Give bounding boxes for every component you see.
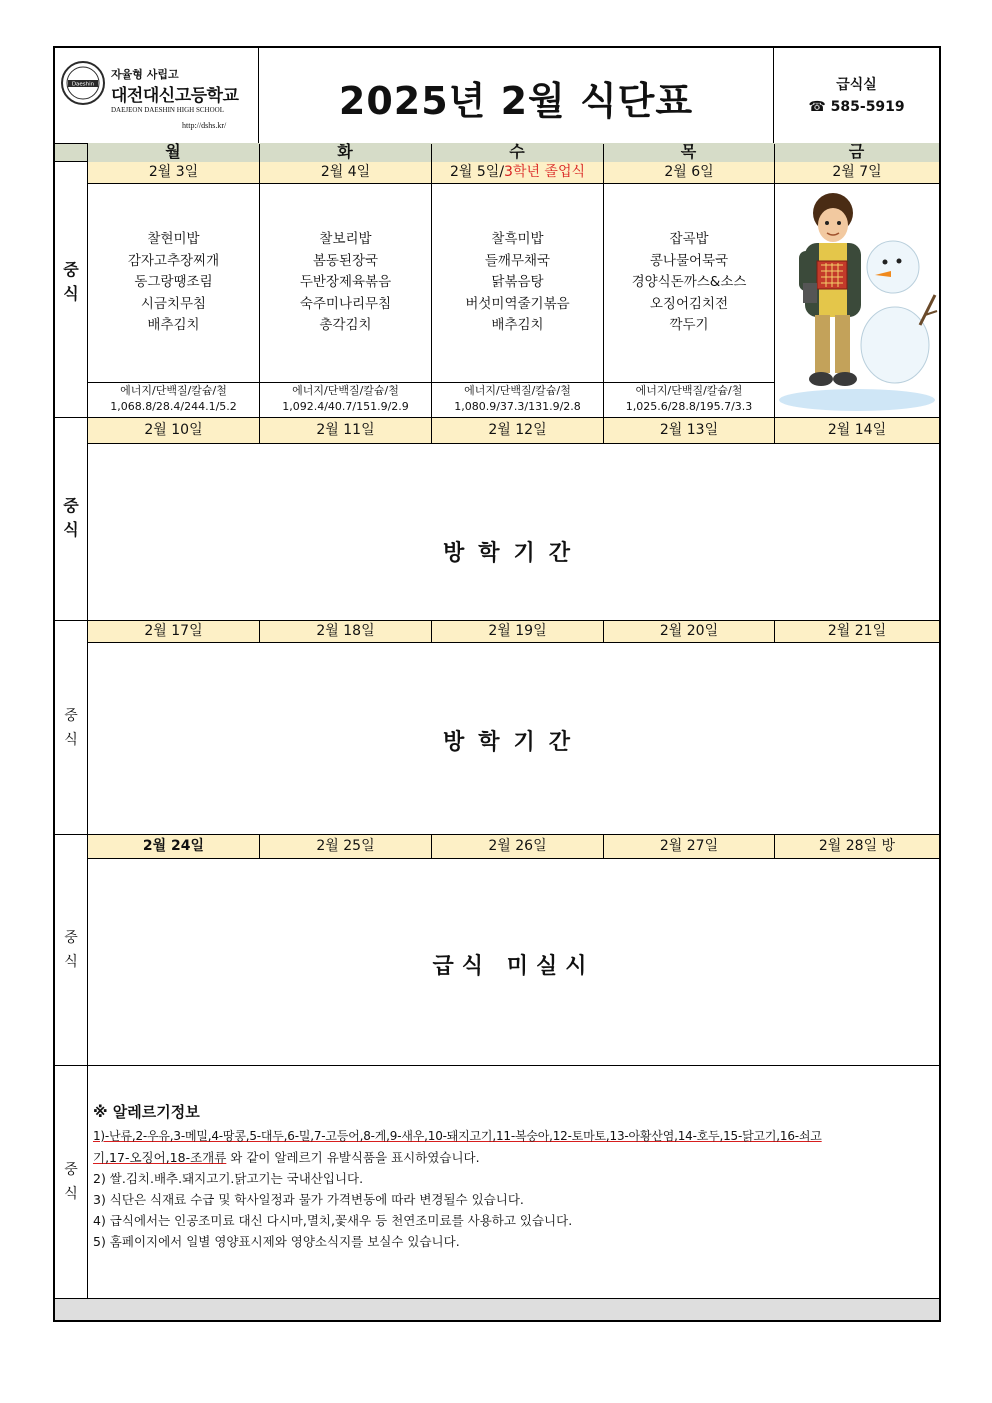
menu-item: 두반장제육볶음 xyxy=(299,274,392,290)
note-line: 2) 쌀.김치.배추.돼지고기.닭고기는 국내산입니다. xyxy=(93,1171,364,1186)
allergy-list-line2 xyxy=(93,1147,937,1168)
note-line: 4) 급식에서는 인공조미료 대신 다시마,멸치,꽃새우 등 천연조미료를 사용하고 있습니다. xyxy=(93,1213,573,1228)
note-line: 3) 식단은 식재료 수급 및 학사일정과 물가 가격변동에 따라 변경될수 있습니다. xyxy=(93,1192,524,1207)
menu-cell-wed xyxy=(432,229,603,337)
day-mon: 월 xyxy=(87,143,259,162)
graduation-note: 3학년 졸업식 xyxy=(504,164,586,180)
nutrition-values: 1,080.9/37.3/131.9/2.8 xyxy=(454,400,581,413)
menu-sheet xyxy=(53,46,941,1322)
page-title: 2025년 2월 식단표 xyxy=(338,79,694,123)
nutrition-values: 1,092.4/40.7/151.9/2.9 xyxy=(282,400,409,413)
nutrition-values: 1,068.8/28.4/244.1/5.2 xyxy=(110,400,237,413)
office-phone: ☎ 585-5919 xyxy=(808,99,905,115)
date-cell: 2월 4일 xyxy=(260,162,431,184)
date-cell: 2월 25일 xyxy=(260,835,431,859)
menu-item: 오징어김치전 xyxy=(649,295,729,312)
school-english-name: DAEJEON DAESHIN HIGH SCHOOL xyxy=(111,106,224,114)
allergy-heading: ※ 알레르기정보 xyxy=(93,1103,200,1121)
menu-item: 감자고추장찌개 xyxy=(127,252,220,269)
nutrition-label: 에너지/단백질/칼슘/철 xyxy=(635,384,743,397)
date-cell: 2월 28일 방 xyxy=(775,835,939,859)
allergy-note: 와 같이 알레르기 유발식품을 표시하였습니다. xyxy=(226,1150,480,1165)
date-cell: 2월 17일 xyxy=(88,621,259,643)
school-name: 대전대신고등학교 xyxy=(111,86,239,106)
nutrition-wed xyxy=(432,383,603,415)
nutrition-mon xyxy=(88,383,259,415)
date-cell: 2월 12일 xyxy=(432,418,603,444)
menu-cell-mon xyxy=(88,229,259,337)
cafeteria-contact xyxy=(774,74,939,118)
office-name: 급식실 xyxy=(836,77,877,93)
day-fri: 금 xyxy=(774,143,939,162)
menu-item: 배추김치 xyxy=(491,317,544,333)
school-url-link[interactable]: http://dshs.kr/ xyxy=(182,121,227,130)
allergy-list-line1: 1)-난류,2-우유,3-메밀,4-땅콩,5-대두,6-밀,7-고등어,8-게,9-새우,10-돼지고기,11-복숭아,12-토마토,13-아황산염,14-호두,15-닭고기,16-쇠고 xyxy=(93,1129,822,1143)
vacation-message: 방학기간 xyxy=(442,730,584,755)
date-cell: 2월 10일 xyxy=(88,418,259,444)
date-cell: 2월 6일 xyxy=(604,162,774,184)
svg-text:Daeshin: Daeshin xyxy=(71,81,95,88)
menu-item: 닭볶음탕 xyxy=(491,274,544,290)
date-cell: 2월 18일 xyxy=(260,621,431,643)
school-logo-block xyxy=(55,48,258,143)
meal-label: 중 식 xyxy=(64,1162,78,1202)
footer-bar xyxy=(55,1299,939,1320)
menu-item: 버섯미역줄기볶음 xyxy=(465,295,570,312)
menu-item: 숙주미나리무침 xyxy=(299,295,392,312)
menu-item: 동그랑땡조림 xyxy=(134,274,213,290)
allergy-list-tail: 기,17-오징어,18-조개류 xyxy=(93,1150,227,1165)
menu-item: 배추김치 xyxy=(147,317,200,333)
nutrition-label: 에너지/단백질/칼슘/철 xyxy=(120,384,227,397)
menu-item: 경양식돈까스&소스 xyxy=(631,274,747,290)
day-wed: 수 xyxy=(431,143,603,162)
nutrition-values: 1,025.6/28.8/195.7/3.3 xyxy=(625,400,753,413)
corner-cell xyxy=(55,144,87,161)
snowman-boy-illustration xyxy=(775,185,939,415)
school-emblem-icon xyxy=(60,60,106,106)
date-cell: 2월 3일 xyxy=(88,162,259,184)
note-line: 5) 홈페이지에서 일별 영양표시제와 영양소식지를 보실수 있습니다. xyxy=(93,1234,460,1249)
school-subtitle: 자율형 사립고 xyxy=(111,68,179,81)
date-text: 2월 5일 xyxy=(449,164,500,180)
nutrition-thu xyxy=(604,383,774,415)
date-cell: 2월 26일 xyxy=(432,835,603,859)
menu-item: 들깨무채국 xyxy=(484,252,551,269)
nutrition-label: 에너지/단백질/칼슘/철 xyxy=(292,384,399,397)
date-cell: 2월 24일 xyxy=(88,835,259,859)
meal-label: 중 식 xyxy=(64,708,78,748)
nutrition-label: 에너지/단백질/칼슘/철 xyxy=(464,384,571,397)
menu-item: 시금치무침 xyxy=(140,295,207,312)
vacation-message: 방학기간 xyxy=(442,541,584,566)
date-cell: 2월 19일 xyxy=(432,621,603,643)
date-cell: 2월 13일 xyxy=(604,418,774,444)
meal-label: 중 식 xyxy=(63,260,79,303)
menu-item: 잡곡밥 xyxy=(669,231,709,247)
date-cell-graduation: 2월 5일/3학년 졸업식 xyxy=(432,162,603,184)
date-cell: 2월 20일 xyxy=(604,621,774,643)
date-cell: 2월 14일 xyxy=(775,418,939,444)
menu-item: 총각김치 xyxy=(319,317,372,333)
meal-label: 중 식 xyxy=(63,496,79,539)
menu-item: 봄동된장국 xyxy=(312,252,379,269)
date-cell: 2월 11일 xyxy=(260,418,431,444)
date-cell: 2월 27일 xyxy=(604,835,774,859)
day-thu: 목 xyxy=(603,143,774,162)
menu-cell-thu xyxy=(604,229,774,337)
date-cell: 2월 21일 xyxy=(775,621,939,643)
date-cell: 2월 7일 xyxy=(775,162,939,184)
menu-item: 찰현미밥 xyxy=(147,231,200,247)
day-tue: 화 xyxy=(259,143,431,162)
menu-item: 콩나물어묵국 xyxy=(649,252,729,269)
menu-item: 깍두기 xyxy=(669,317,709,333)
no-meal-message: 급식 미실시 xyxy=(432,954,595,979)
nutrition-tue xyxy=(260,383,431,415)
meal-label: 중 식 xyxy=(64,930,78,970)
allergy-notes xyxy=(93,1102,937,1252)
menu-cell-tue xyxy=(260,229,431,337)
menu-item: 찰보리밥 xyxy=(319,231,372,247)
menu-item: 찰흑미밥 xyxy=(491,231,544,247)
